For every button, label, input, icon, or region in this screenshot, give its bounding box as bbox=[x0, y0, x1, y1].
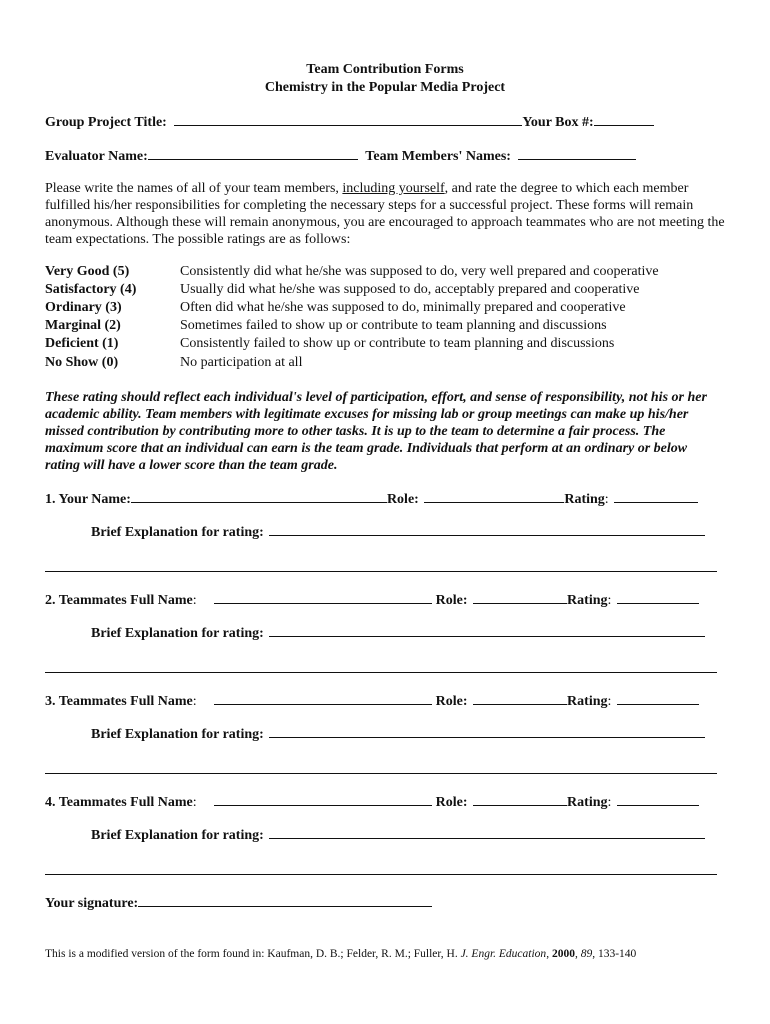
entry-2-explanation-row bbox=[91, 624, 705, 642]
entry-4-explanation-row bbox=[91, 826, 705, 844]
entry-role-label: Role: bbox=[435, 694, 468, 709]
entry-rating-label: Rating bbox=[567, 593, 608, 608]
entry-explanation-field[interactable] bbox=[269, 523, 705, 536]
rating-description: Consistently failed to show up or contribute to team planning and discussions bbox=[180, 336, 615, 351]
signature-field[interactable] bbox=[138, 894, 432, 907]
group-project-title-row bbox=[45, 113, 654, 131]
entry-name-field[interactable] bbox=[131, 490, 387, 503]
rating-description: Sometimes failed to show up or contribute to team planning and discussions bbox=[180, 318, 607, 333]
citation-sep: , bbox=[546, 948, 552, 960]
entry-name-label: 2. Teammates Full Name bbox=[45, 593, 193, 608]
your-box-label: Your Box #: bbox=[522, 115, 594, 130]
citation-year: 2000 bbox=[551, 948, 575, 960]
entry-rating-field[interactable] bbox=[617, 793, 699, 806]
entry-name-colon: : bbox=[192, 593, 197, 608]
entry-2-row bbox=[45, 591, 699, 609]
entry-name-label: 1. Your Name: bbox=[45, 492, 131, 507]
citation-pages: , 133-140 bbox=[592, 948, 637, 960]
instructions-underlined: including yourself bbox=[342, 181, 445, 196]
entry-explanation-field[interactable] bbox=[269, 624, 705, 637]
rating-label: Deficient (1) bbox=[45, 336, 119, 351]
entry-rating-colon: : bbox=[607, 795, 612, 810]
entry-explanation-field[interactable] bbox=[269, 826, 705, 839]
entry-1-row bbox=[45, 490, 698, 508]
citation-sep: , bbox=[574, 948, 581, 960]
entry-role-label: Role: bbox=[435, 593, 468, 608]
citation-journal: J. Engr. Education bbox=[460, 948, 547, 960]
rating-description: No participation at all bbox=[180, 355, 303, 370]
entry-4-explanation-line[interactable] bbox=[45, 874, 717, 875]
entry-role-field[interactable] bbox=[424, 490, 564, 503]
rating-label: Marginal (2) bbox=[45, 318, 121, 333]
rating-note: These rating should reflect each individual's level of participation, effort, and sense of responsibility, not his or her academic ability. Team members with legitimate excuses for missing lab or group meetings can make up his/her missed contribution by contributing more to other tasks. It is up to the team to determine a fair process. The maximum score that an individual can earn is the team grade. Individuals that perform at an ordinary or below rating will have a lower score than the team grade. bbox=[45, 390, 707, 473]
entry-name-label: 3. Teammates Full Name bbox=[45, 694, 193, 709]
entry-2-explanation-line[interactable] bbox=[45, 672, 717, 673]
entry-explanation-label: Brief Explanation for rating: bbox=[91, 626, 264, 641]
rating-description: Usually did what he/she was supposed to do, acceptably prepared and cooperative bbox=[180, 282, 640, 297]
entry-explanation-label: Brief Explanation for rating: bbox=[91, 525, 264, 540]
entry-role-label: Role: bbox=[435, 795, 468, 810]
entry-3-explanation-row bbox=[91, 725, 705, 743]
your-box-field[interactable] bbox=[594, 113, 654, 126]
signature-label: Your signature: bbox=[45, 896, 139, 911]
entry-role-field[interactable] bbox=[473, 692, 567, 705]
group-project-title-label: Group Project Title: bbox=[45, 115, 167, 130]
entry-rating-label: Rating bbox=[567, 694, 608, 709]
entry-explanation-label: Brief Explanation for rating: bbox=[91, 727, 264, 742]
entry-role-label: Role: bbox=[386, 492, 419, 507]
entry-explanation-field[interactable] bbox=[269, 725, 705, 738]
entry-rating-field[interactable] bbox=[617, 692, 699, 705]
entry-name-label: 4. Teammates Full Name bbox=[45, 795, 193, 810]
rating-label: Ordinary (3) bbox=[45, 300, 122, 315]
entry-role-field[interactable] bbox=[473, 793, 567, 806]
entry-name-colon: : bbox=[192, 795, 197, 810]
citation-prefix: This is a modified version of the form found in: Kaufman, D. B.; Felder, R. M.; Fuller, H. bbox=[45, 948, 461, 960]
rating-description: Consistently did what he/she was supposed to do, very well prepared and cooperative bbox=[180, 264, 659, 279]
entry-rating-colon: : bbox=[607, 593, 612, 608]
form-subtitle: Chemistry in the Popular Media Project bbox=[264, 80, 506, 95]
entry-explanation-label: Brief Explanation for rating: bbox=[91, 828, 264, 843]
rating-label: No Show (0) bbox=[45, 355, 119, 370]
instructions-paragraph bbox=[45, 180, 725, 248]
entry-rating-label: Rating bbox=[564, 492, 605, 507]
rating-label: Satisfactory (4) bbox=[45, 282, 137, 297]
citation-footer bbox=[45, 948, 636, 960]
entry-name-field[interactable] bbox=[214, 591, 432, 604]
entry-rating-field[interactable] bbox=[617, 591, 699, 604]
entry-3-explanation-line[interactable] bbox=[45, 773, 717, 774]
rating-description: Often did what he/she was supposed to do, minimally prepared and cooperative bbox=[180, 300, 626, 315]
entry-name-field[interactable] bbox=[214, 692, 432, 705]
citation-volume: 89 bbox=[580, 948, 593, 960]
entry-rating-field[interactable] bbox=[614, 490, 698, 503]
entry-rating-colon: : bbox=[607, 694, 612, 709]
evaluator-row bbox=[45, 147, 636, 165]
entry-4-row bbox=[45, 793, 699, 811]
entry-3-row bbox=[45, 692, 699, 710]
evaluator-name-field[interactable] bbox=[148, 147, 358, 160]
entry-name-field[interactable] bbox=[214, 793, 432, 806]
entry-role-field[interactable] bbox=[473, 591, 567, 604]
entry-rating-colon: : bbox=[604, 492, 609, 507]
signature-row bbox=[45, 894, 432, 912]
entry-rating-label: Rating bbox=[567, 795, 608, 810]
form-title: Team Contribution Forms bbox=[306, 62, 464, 77]
instructions-part1: Please write the names of all of your team members, bbox=[45, 181, 343, 196]
evaluator-name-label: Evaluator Name: bbox=[45, 149, 148, 164]
entry-name-colon: : bbox=[192, 694, 197, 709]
instructions-part2: , and rate the degree to which each member fulfilled his/her responsibilities for completing the necessary steps for a successful project. These forms will remain anonymous. Although these will remain anonymous, you are encouraged to approach teammates who are not meeting the team expectations. The possible ratings are as follows: bbox=[45, 181, 725, 247]
entry-1-explanation-row bbox=[91, 523, 705, 541]
team-members-field[interactable] bbox=[518, 147, 636, 160]
entry-1-explanation-line[interactable] bbox=[45, 571, 717, 572]
group-project-title-field[interactable] bbox=[174, 113, 522, 126]
rating-label: Very Good (5) bbox=[45, 264, 130, 279]
team-members-label: Team Members' Names: bbox=[365, 149, 511, 164]
